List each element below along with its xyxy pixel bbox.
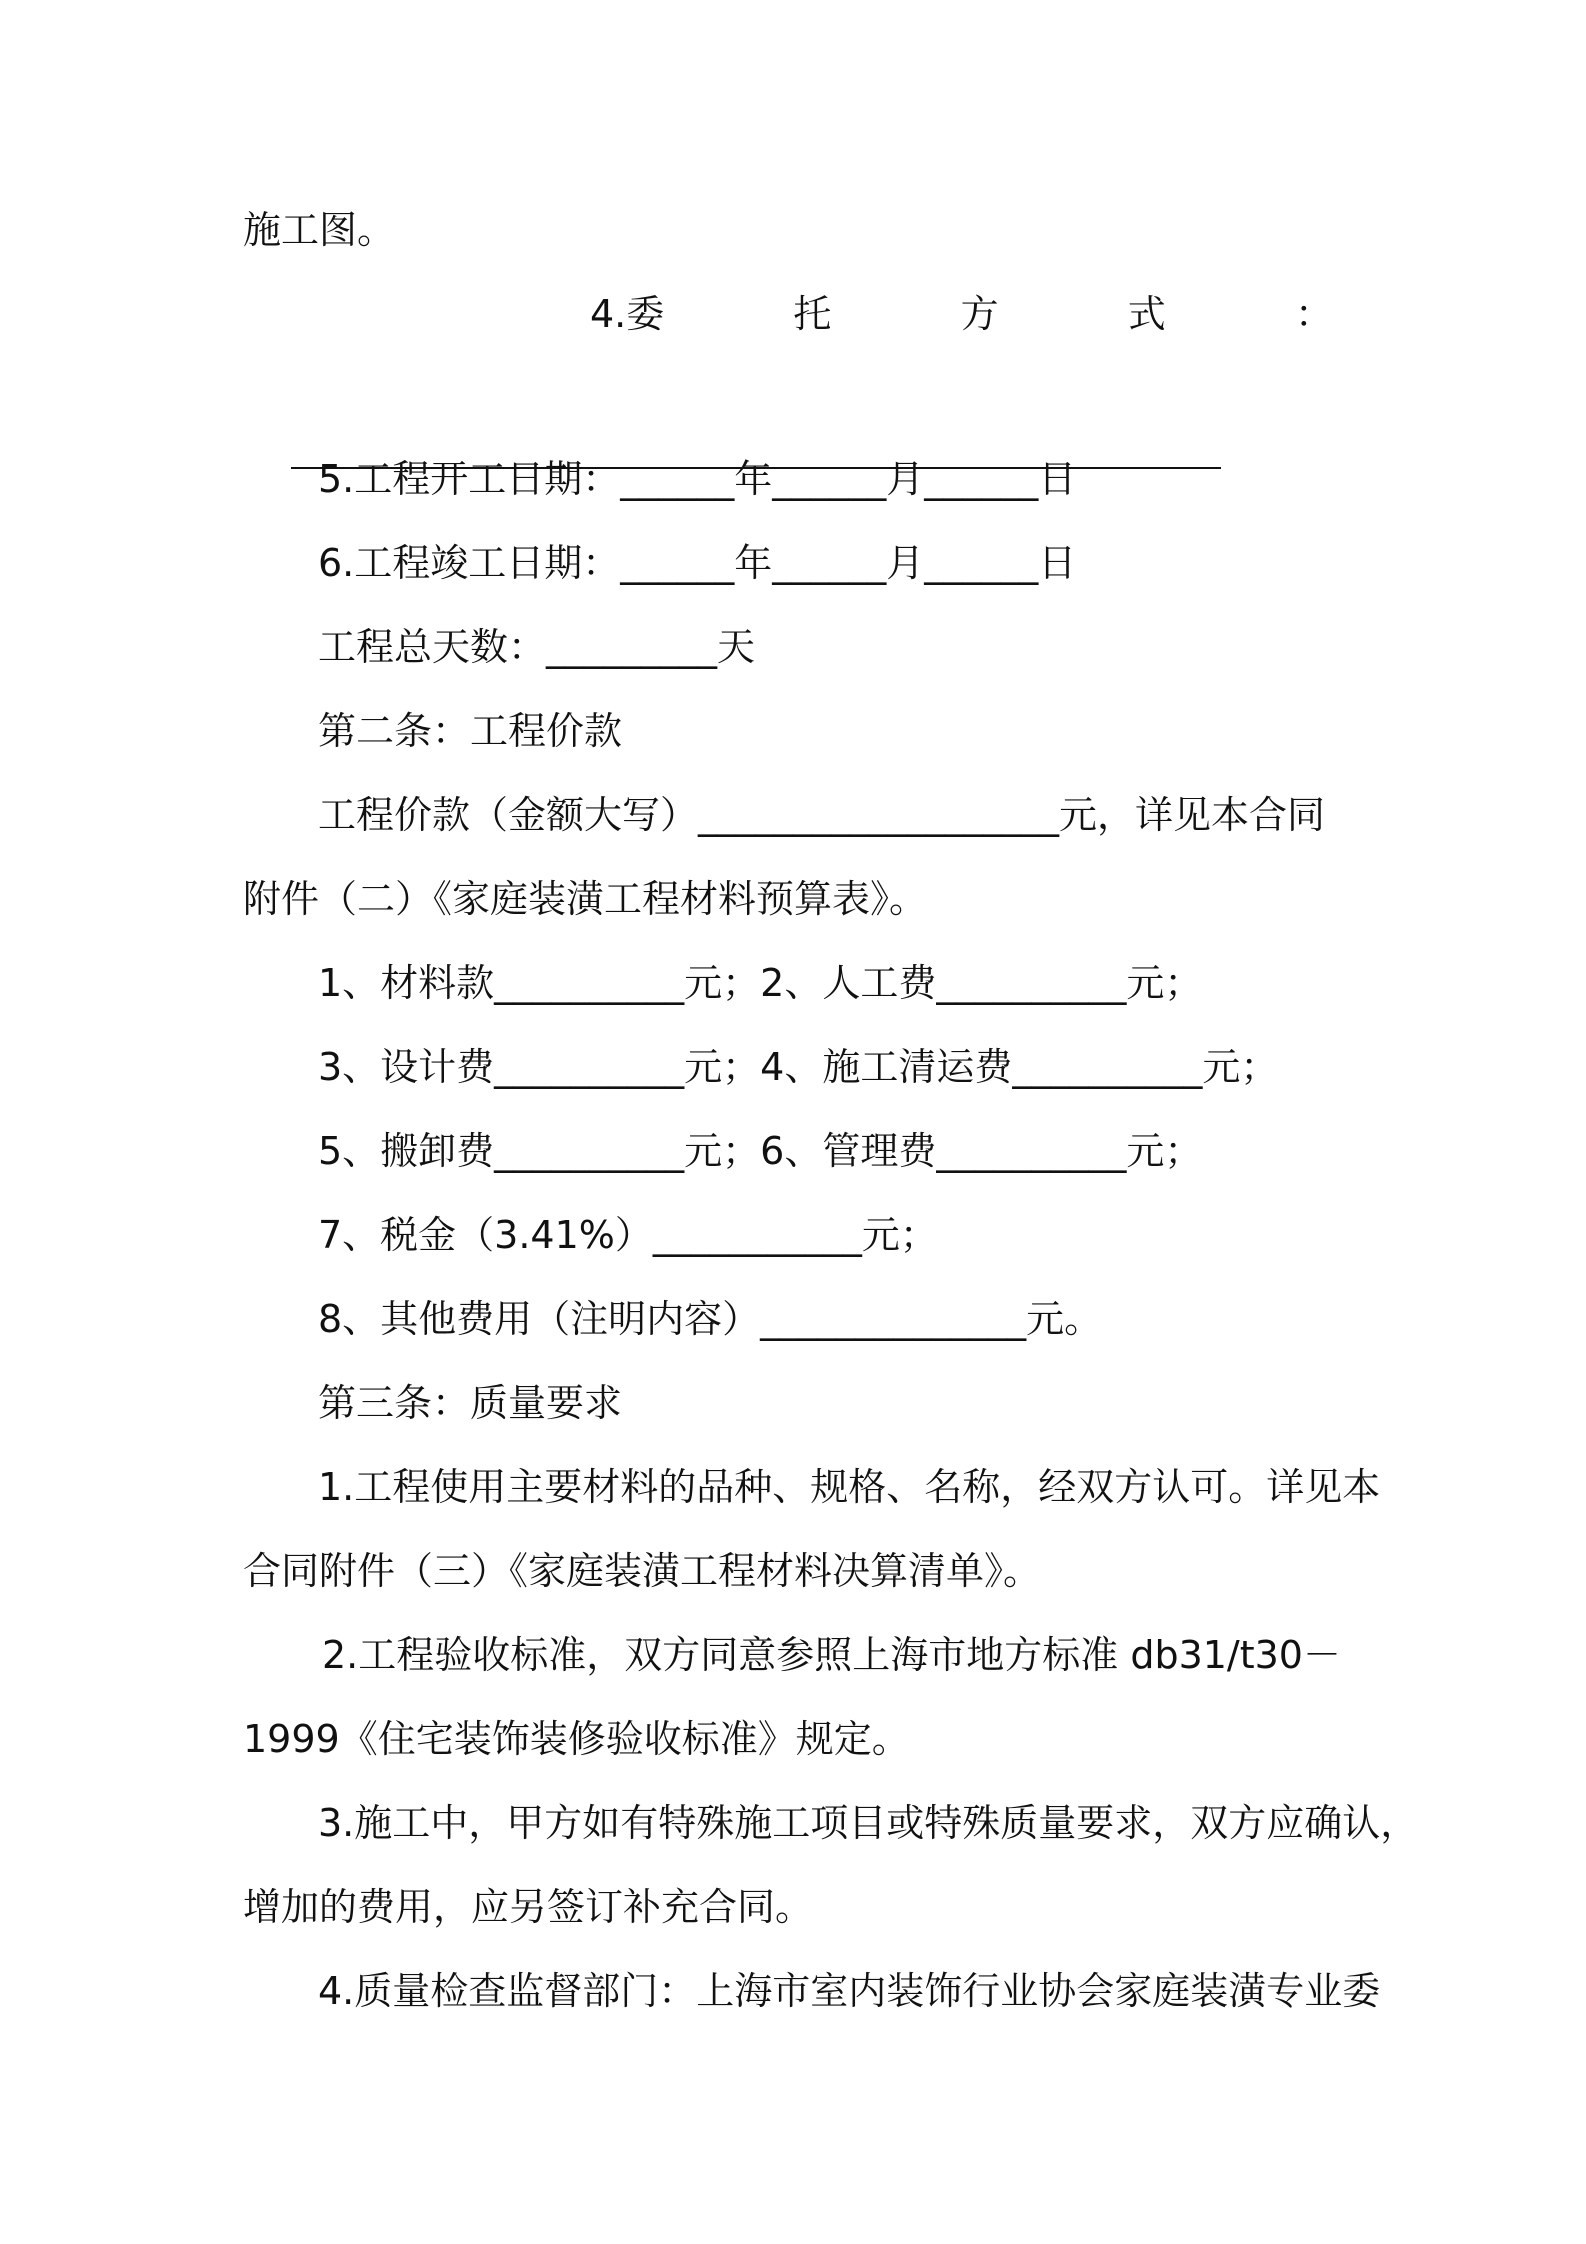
- text-line: 1、材料款__________元；2、人工费__________元；: [318, 961, 1203, 1005]
- text-line: 增加的费用，应另签订补充合同。: [243, 1885, 814, 1929]
- heading-part: 托: [793, 292, 832, 336]
- entrust-method-heading: [590, 290, 1333, 338]
- section-heading: 第三条：质量要求: [318, 1381, 623, 1425]
- heading-part: 方: [960, 292, 999, 336]
- heading-part: 4.委: [590, 292, 665, 336]
- text-line: 1.工程使用主要材料的品种、规格、名称，经双方认可。详见本: [318, 1465, 1381, 1509]
- text-line: 3、设计费__________元；4、施工清运费__________元；: [318, 1045, 1279, 1089]
- heading-part: 式: [1127, 292, 1166, 336]
- text-line: 8、其他费用（注明内容）______________元。: [318, 1297, 1103, 1341]
- text-line: 工程总天数：_________天: [318, 625, 756, 669]
- text-line: 1999《住宅装饰装修验收标准》规定。: [243, 1717, 910, 1761]
- text-line: 5、搬卸费__________元；6、管理费__________元；: [318, 1129, 1203, 1173]
- text-line: 4.质量检查监督部门：上海市室内装饰行业协会家庭装潢专业委: [318, 1969, 1381, 2013]
- text-line: 施工图。: [243, 208, 396, 252]
- text-line: 3.施工中，甲方如有特殊施工项目或特殊质量要求，双方应确认，: [318, 1801, 1419, 1845]
- heading-part: ：: [1294, 292, 1333, 336]
- section-heading: 第二条：工程价款: [318, 709, 623, 753]
- text-line: 7、税金（3.41%）___________元；: [318, 1213, 938, 1257]
- text-line: 工程价款（金额大写）___________________元，详见本合同: [318, 793, 1326, 837]
- text-line: 合同附件（三）《家庭装潢工程材料决算清单》。: [243, 1549, 1042, 1593]
- text-line: 6.工程竣工日期：______年______月______日: [318, 541, 1077, 585]
- text-line: 5.工程开工日期：______年______月______日: [318, 457, 1077, 501]
- text-line: 附件（二）《家庭装潢工程材料预算表》。: [243, 877, 928, 921]
- text-line: 2.工程验收标准，双方同意参照上海市地方标准 db31/t30－: [322, 1633, 1341, 1677]
